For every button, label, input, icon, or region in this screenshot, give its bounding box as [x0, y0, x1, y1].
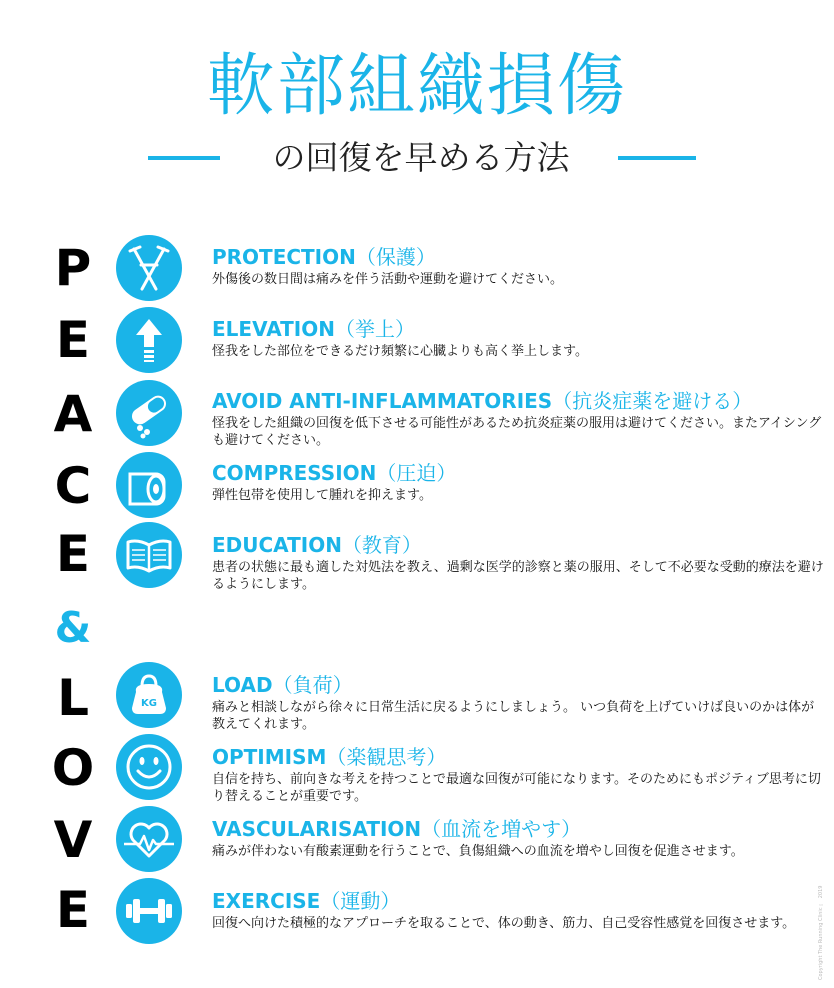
item-title [212, 816, 824, 842]
item-title [212, 888, 824, 914]
acronym-letter-e: E [55, 311, 91, 369]
page-subtitle: の回復を早める方法 [272, 138, 570, 177]
item-title-en: VASCULARISATION [212, 817, 422, 841]
acronym-letter-p: P [54, 239, 92, 297]
acronym-letter-o: O [51, 739, 95, 797]
item-compression [212, 460, 824, 504]
item-desc: 痛みが伴わない有酸素運動を行うことで、負傷組織への血流を増やし回復を促進させます。 [212, 844, 744, 859]
item-title-en: AVOID ANTI-INFLAMMATORIES [212, 389, 553, 413]
item-title-jp: （抗炎症薬を避ける） [552, 389, 753, 413]
item-title-jp: （楽観思考） [326, 745, 447, 769]
item-avoid-anti-inflammatories [212, 388, 824, 449]
acronym-letter-c: C [54, 457, 92, 515]
item-title [212, 460, 824, 486]
item-title [212, 744, 824, 770]
item-load [212, 672, 824, 733]
page-title: 軟部組織損傷 [206, 47, 627, 126]
smiley-icon [116, 734, 182, 800]
item-desc: 患者の状態に最も適した対処法を教え、過剰な医学的診察と薬の服用、そして不必要な受動的療法を避けるようにします。 [212, 560, 824, 592]
subtitle-row [0, 136, 834, 180]
item-title-jp: （負荷） [272, 673, 353, 697]
item-education [212, 532, 824, 593]
heart-pulse-icon [116, 806, 182, 872]
item-title-en: EDUCATION [212, 533, 342, 557]
item-title-jp: （運動） [320, 889, 401, 913]
subtitle-rule-left [148, 156, 220, 160]
dumbbell-icon [116, 878, 182, 944]
book-icon [116, 522, 182, 588]
item-title-jp: （教育） [341, 533, 422, 557]
acronym-ampersand: & [54, 603, 92, 652]
item-title-jp: （血流を増やす） [421, 817, 582, 841]
item-title-en: PROTECTION [212, 245, 356, 269]
item-desc: 痛みと相談しながら徐々に日常生活に戻るようにしましょう。 いつ負荷を上げていけば良いのかは体が教えてくれます。 [212, 700, 815, 732]
item-elevation [212, 316, 824, 360]
item-title [212, 532, 824, 558]
acronym-letter-e3: E [55, 881, 91, 939]
kettlebell-kg-label: KG [141, 698, 157, 709]
item-title-jp: （圧迫） [376, 461, 457, 485]
arrow-up-icon [116, 307, 182, 373]
crutches-icon [116, 235, 182, 301]
item-title [212, 672, 824, 698]
subtitle-rule-right [618, 156, 696, 160]
kettlebell-icon [116, 662, 182, 728]
item-exercise [212, 888, 824, 932]
item-desc: 外傷後の数日間は痛みを伴う活動や運動を避けてください。 [212, 272, 564, 287]
item-title-en: EXERCISE [212, 889, 321, 913]
item-title-en: COMPRESSION [212, 461, 377, 485]
item-title-jp: （保護） [355, 245, 436, 269]
item-title-en: ELEVATION [212, 317, 335, 341]
item-desc: 弾性包帯を使用して腫れを抑えます。 [212, 488, 432, 503]
item-title [212, 316, 824, 342]
acronym-letter-l: L [57, 669, 89, 727]
item-optimism [212, 744, 824, 805]
item-title-en: OPTIMISM [212, 745, 327, 769]
item-vascularisation [212, 816, 824, 860]
item-desc: 怪我をした部位をできるだけ頻繁に心臓よりも高く挙上します。 [212, 344, 588, 359]
item-title [212, 388, 824, 414]
acronym-letter-e2: E [55, 525, 91, 583]
item-title-en: LOAD [212, 673, 273, 697]
pills-icon [116, 380, 182, 446]
copyright-credit: Copyright The Running Clinic ™ 2019 [818, 885, 824, 980]
item-desc: 怪我をした組織の回復を低下させる可能性があるため抗炎症薬の服用は避けてください。またアイシングも避けてください。 [212, 416, 822, 448]
item-desc: 回復へ向けた積極的なアプローチを取ることで、体の動き、筋力、自己受容性感覚を回復させます。 [212, 916, 796, 931]
item-title-jp: （挙上） [334, 317, 415, 341]
acronym-letter-a: A [53, 385, 93, 443]
item-protection [212, 244, 824, 288]
item-title [212, 244, 824, 270]
item-desc: 自信を持ち、前向きな考えを持つことで最適な回復が可能になります。そのためにもポジティブ思考に切り替えることが重要です。 [212, 772, 821, 804]
bandage-roll-icon [116, 452, 182, 518]
acronym-letter-v: V [53, 811, 93, 869]
